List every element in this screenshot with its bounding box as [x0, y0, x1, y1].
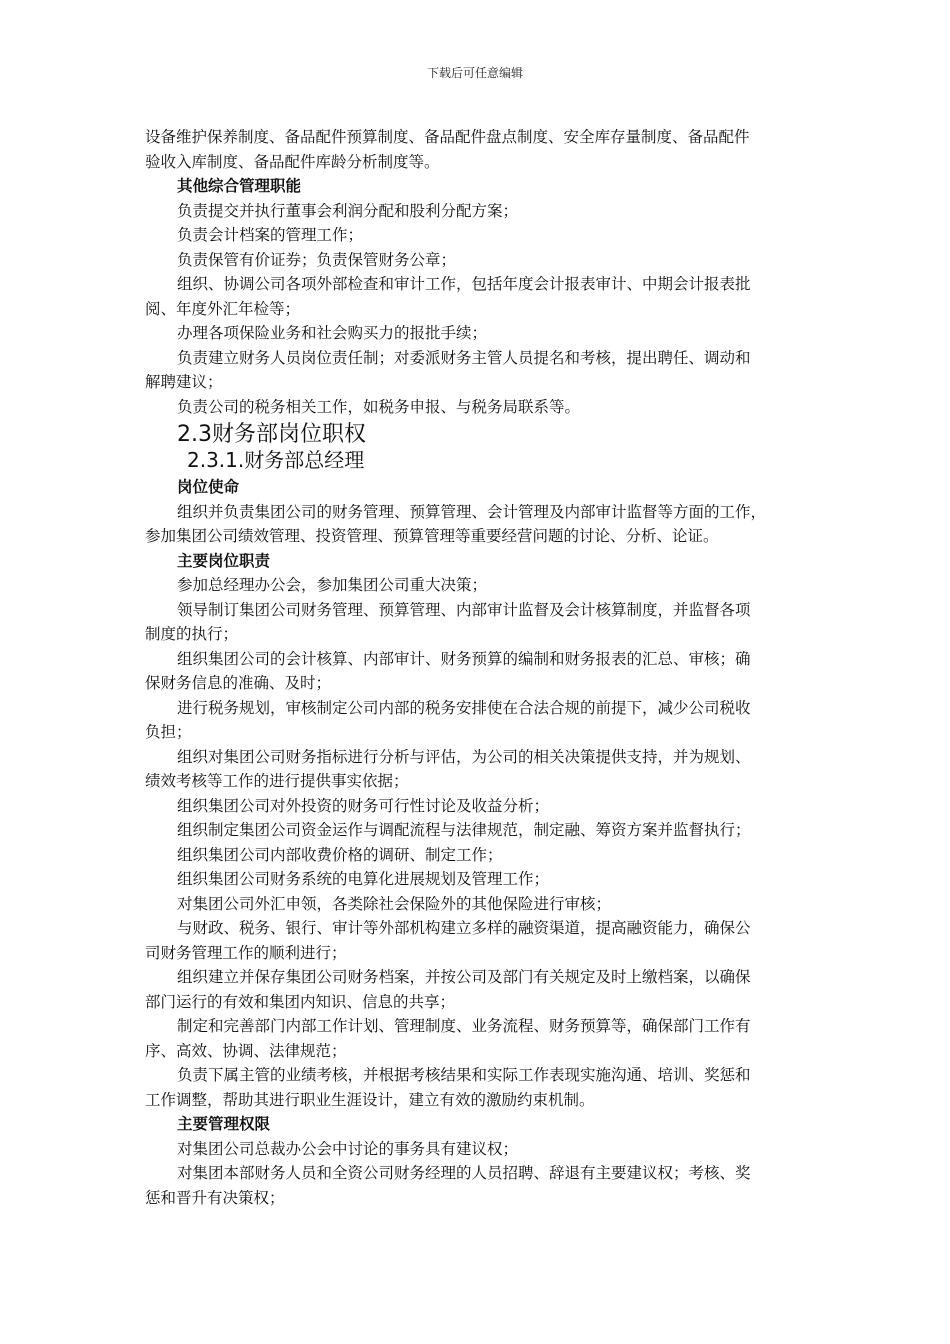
list-item: [145, 199, 810, 224]
list-item: [145, 598, 810, 647]
list-item: [145, 573, 810, 598]
authority-heading: 主要管理权限: [177, 1115, 271, 1133]
list-item-line: 办理各项保险业务和社会购买力的报批手续；: [177, 324, 488, 342]
document-body: [145, 125, 810, 1210]
list-item: [145, 916, 810, 965]
list-item-line: 工作调整，帮助其进行职业生涯设计，建立有效的激励约束机制。: [145, 1090, 595, 1109]
list-item-line: 解聘建议；: [145, 373, 223, 391]
list-item-line: 组织集团公司财务系统的电算化进展规划及管理工作；: [177, 870, 550, 888]
section-2-3-1-heading: 2.3.1.财务部总经理: [187, 448, 365, 472]
authority-list: [145, 1137, 810, 1211]
list-item-line: 组织集团公司对外投资的财务可行性讨论及收益分析；: [177, 796, 550, 815]
mission-paragraph: [145, 500, 810, 549]
list-item-line: 负责提交并执行董事会利润分配和股利分配方案；: [177, 201, 519, 220]
list-item: [145, 248, 810, 273]
duties-heading: 主要岗位职责: [177, 551, 271, 570]
list-item: [145, 346, 810, 395]
list-item: [145, 272, 810, 321]
list-item: [145, 794, 810, 819]
other-mgmt-heading: 其他综合管理职能: [177, 177, 302, 195]
list-item-line: 惩和晋升有决策权；: [145, 1188, 285, 1207]
list-item-line: 负担；: [145, 723, 192, 741]
list-item: [145, 745, 810, 794]
list-item-line: 司财务管理工作的顺利进行；: [145, 943, 347, 962]
list-item-line: 负责保管有价证券；负责保管财务公章；: [177, 250, 457, 269]
list-item-line: 对集团本部财务人员和全资公司财务经理的人员招聘、辞退有主要建议权；考核、奖: [177, 1164, 751, 1182]
duties-list: [145, 573, 810, 1112]
list-item-line: 与财政、税务、银行、审计等外部机构建立多样的融资渠道，提高融资能力，确保公: [177, 919, 751, 937]
list-item-line: 制定和完善部门内部工作计划、管理制度、业务流程、财务预算等，确保部门工作有: [177, 1017, 751, 1035]
list-item: [145, 1063, 810, 1112]
paragraph-line: 设备维护保养制度、备品配件预算制度、备品配件盘点制度、安全库存量制度、备品配件: [145, 128, 750, 146]
list-item-line: 序、高效、协调、法律规范；: [145, 1041, 347, 1060]
list-item-line: 领导制订集团公司财务管理、预算管理、内部审计监督及会计核算制度，并监督各项: [177, 600, 751, 619]
list-item: [145, 696, 810, 745]
page-header: 下载后可任意编辑: [426, 66, 523, 80]
intro-paragraph: [145, 125, 810, 174]
list-item-line: 负责公司的税务相关工作，如税务申报、与税务局联系等。: [177, 397, 581, 416]
list-item-line: 部门运行的有效和集团内知识、信息的共享；: [145, 992, 456, 1011]
mission-heading: 岗位使命: [177, 478, 240, 496]
list-item-line: 组织对集团公司财务指标进行分析与评估，为公司的相关决策提供支持，并为规划、: [177, 747, 751, 766]
list-item-line: 对集团公司总裁办公会中讨论的事务具有建议权；: [177, 1139, 519, 1158]
list-item: [145, 892, 810, 917]
list-item: [145, 867, 810, 892]
list-item-line: 负责建立财务人员岗位责任制；对委派财务主管人员提名和考核，提出聘任、调动和: [177, 348, 751, 367]
list-item: [145, 647, 810, 696]
list-item-line: 组织集团公司内部收费价格的调研、制定工作；: [177, 845, 503, 864]
other-mgmt-list: [145, 199, 810, 420]
list-item: [145, 818, 810, 843]
list-item-line: 负责会计档案的管理工作；: [177, 226, 364, 244]
list-item: [145, 395, 810, 420]
list-item: [145, 1137, 810, 1162]
list-item-line: 组织、协调公司各项外部检查和审计工作，包括年度会计报表审计、中期会计报表批: [177, 275, 751, 293]
paragraph-line: 参加集团公司绩效管理、投资管理、预算管理等重要经营问题的讨论、分析、论证。: [145, 527, 719, 545]
list-item: [145, 843, 810, 868]
list-item-line: 保财务信息的准确、及时；: [145, 674, 332, 692]
list-item-line: 组织建立并保存集团公司财务档案，并按公司及部门有关规定及时上缴档案，以确保: [177, 968, 751, 986]
list-item: [145, 223, 810, 248]
list-item: [145, 1014, 810, 1063]
paragraph-line: 组织并负责集团公司的财务管理、预算管理、会计管理及内部审计监督等方面的工作，: [177, 502, 767, 521]
list-item-line: 组织集团公司的会计核算、内部审计、财务预算的编制和财务报表的汇总、审核；确: [177, 649, 751, 668]
list-item-line: 参加总经理办公会，参加集团公司重大决策；: [177, 576, 488, 594]
list-item-line: 对集团公司外汇申领，各类除社会保险外的其他保险进行审核；: [177, 894, 612, 913]
list-item-line: 进行税务规划，审核制定公司内部的税务安排使在合法合规的前提下，减少公司税收: [177, 698, 751, 717]
paragraph-line: 验收入库制度、备品配件库龄分析制度等。: [145, 152, 440, 171]
list-item-line: 制度的执行；: [145, 625, 239, 643]
list-item-line: 阅、年度外汇年检等；: [145, 299, 301, 318]
list-item: [145, 321, 810, 346]
section-2-3-heading: 2.3财务部岗位职权: [177, 422, 366, 447]
list-item-line: 绩效考核等工作的进行提供事实依据；: [145, 772, 409, 790]
list-item: [145, 1161, 810, 1210]
list-item: [145, 965, 810, 1014]
list-item-line: 负责下属主管的业绩考核，并根据考核结果和实际工作表现实施沟通、培训、奖惩和: [177, 1066, 751, 1084]
list-item-line: 组织制定集团公司资金运作与调配流程与法律规范，制定融、筹资方案并监督执行；: [177, 821, 751, 839]
